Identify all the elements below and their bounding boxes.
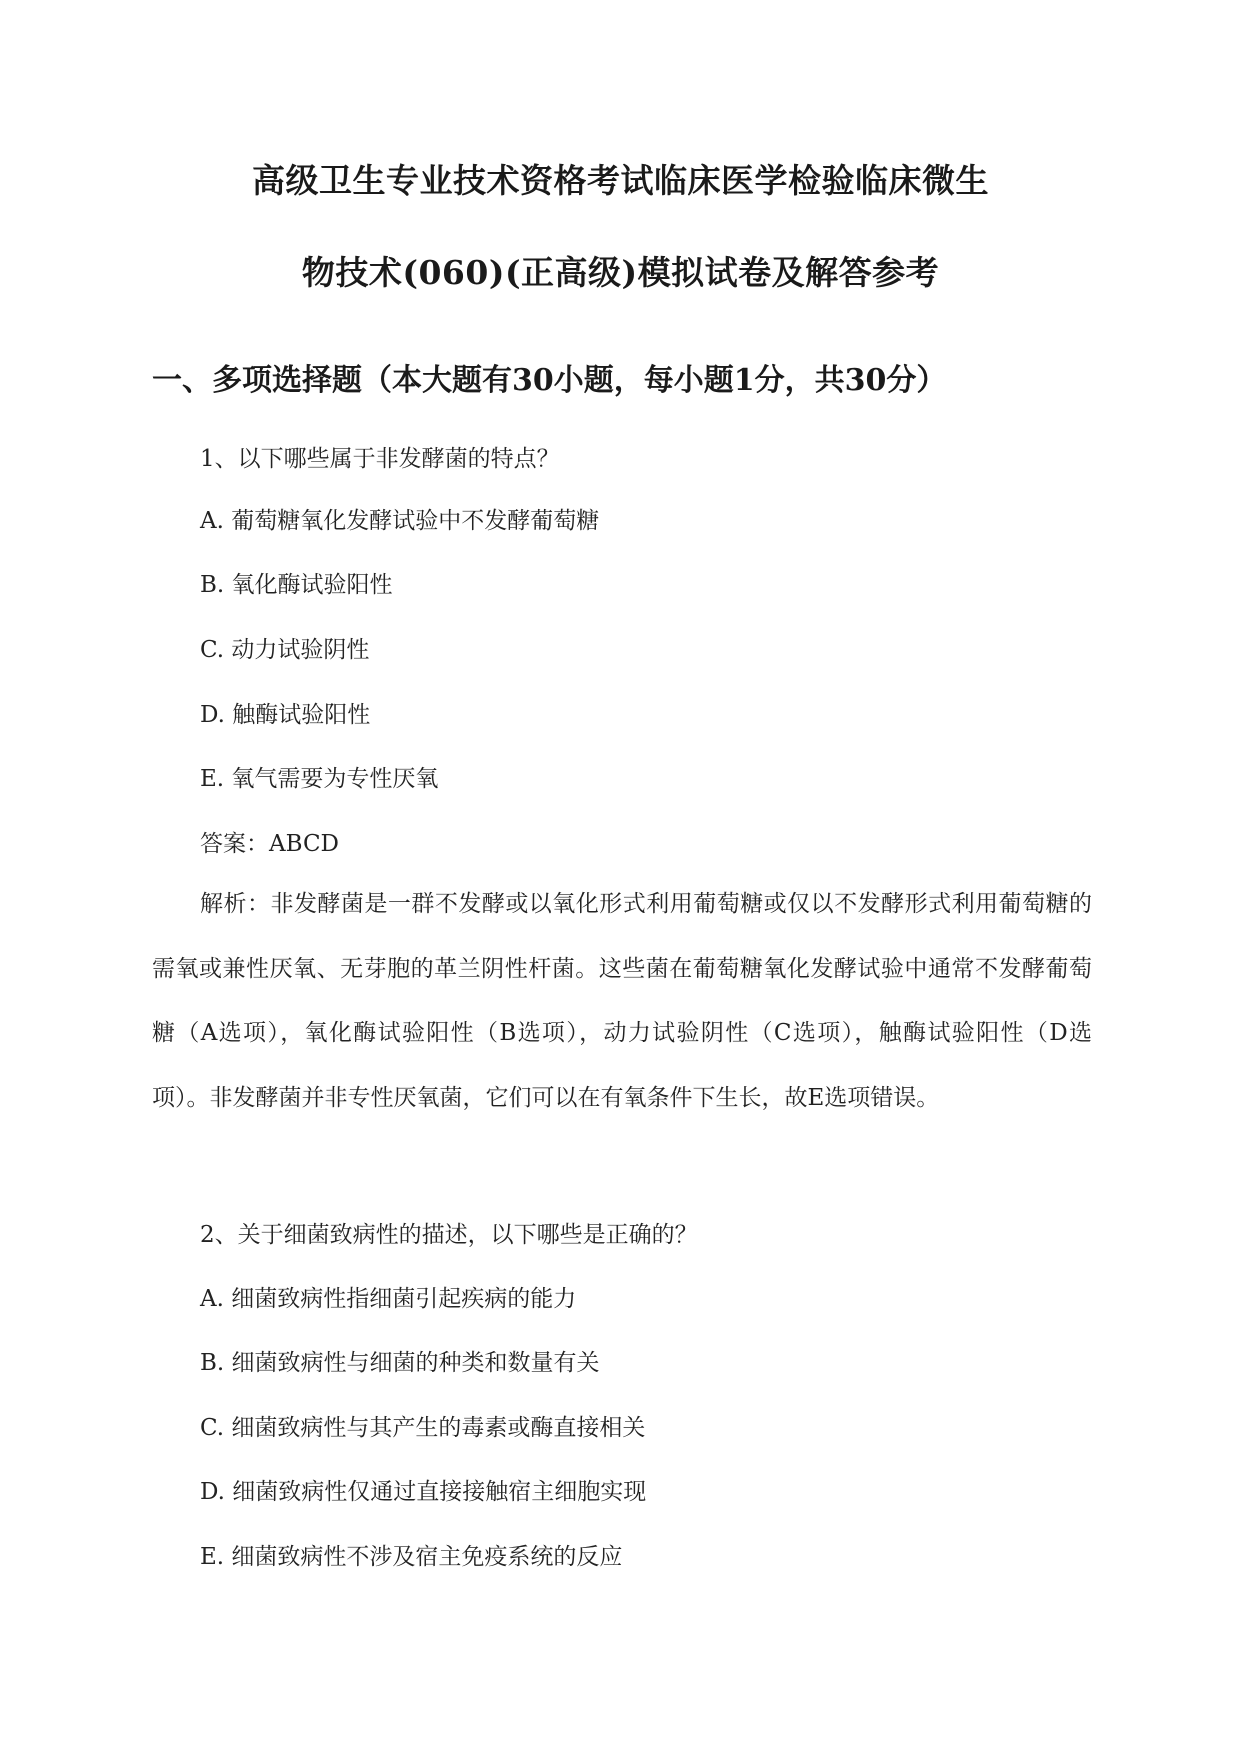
question-1-option-e: E. 氧气需要为专性厌氧 [200,766,439,792]
question-1-option-a: A. 葡萄糖氧化发酵试验中不发酵葡萄糖 [200,508,600,534]
question-1-option-b: B. 氧化酶试验阳性 [200,572,393,598]
question-2-option-c: C. 细菌致病性与其产生的毒素或酶直接相关 [200,1415,646,1441]
question-2-stem: 2、关于细菌致病性的描述，以下哪些是正确的？ [200,1222,698,1248]
question-2-option-b: B. 细菌致病性与细菌的种类和数量有关 [200,1350,600,1376]
section-heading: 一、多项选择题（本大题有30小题，每小题1分，共30分） [152,363,947,398]
question-2-option-d: D. 细菌致病性仅通过直接接触宿主细胞实现 [200,1479,647,1505]
question-1-stem: 1、以下哪些属于非发酵菌的特点？ [200,446,560,472]
question-2-option-e: E. 细菌致病性不涉及宿主免疫系统的反应 [200,1544,623,1570]
question-2-option-a: A. 细菌致病性指细菌引起疾病的能力 [200,1286,577,1312]
question-1-analysis: 解析：非发酵菌是一群不发酵或以氧化形式利用葡萄糖或仅以不发酵形式利用葡萄糖的需氧或兼性厌氧、无芽胞的革兰阴性杆菌。这些菌在葡萄糖氧化发酵试验中通常不发酵葡萄糖（A选项），氧化酶试验阳性（B选项），动力试验阴性（C选项），触酶试验阳性（D选项）。非发酵菌并非专性厌氧菌，它们可以在有氧条件下生长，故E选项错误。 [152,891,1092,1111]
document-title-line-1: 高级卫生专业技术资格考试临床医学检验临床微生 [252,161,989,200]
question-1-option-c: C. 动力试验阴性 [200,637,370,663]
document-title-line-2: 物技术(060)(正高级)模拟试卷及解答参考 [301,253,940,292]
question-1-option-d: D. 触酶试验阳性 [200,702,371,728]
question-1-answer: 答案：ABCD [200,831,339,857]
